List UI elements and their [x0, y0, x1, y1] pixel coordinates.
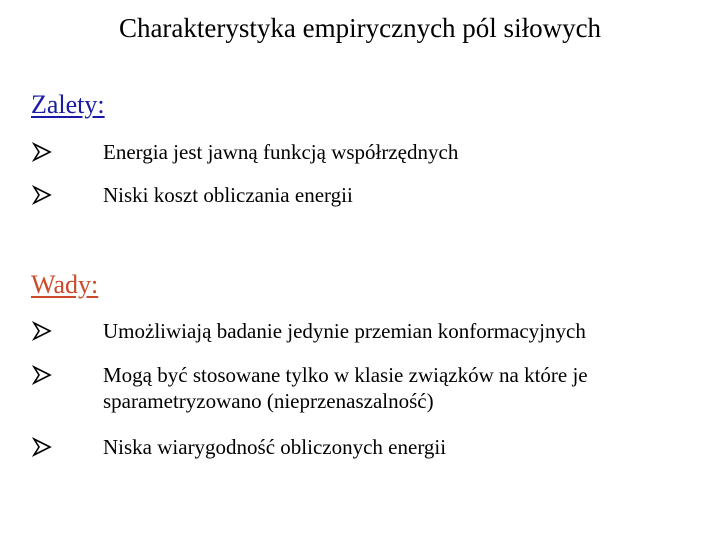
arrowhead-bullet-icon	[31, 139, 53, 165]
cons-item-text: Mogą być stosowane tylko w klasie związków na które je sparametryzowano (nieprzenaszalność)	[103, 363, 588, 413]
pros-item-text: Energia jest jawną funkcją współrzędnych	[103, 140, 459, 164]
slide-title: Charakterystyka empirycznych pól siłowych	[118, 13, 602, 43]
arrowhead-bullet-icon	[31, 318, 53, 344]
pros-heading: Zalety:	[31, 90, 105, 119]
arrowhead-bullet-icon	[31, 182, 53, 208]
cons-item-text: Umożliwiają badanie jedynie przemian konformacyjnych	[103, 319, 586, 343]
pros-item-text: Niski koszt obliczania energii	[103, 183, 353, 207]
cons-heading: Wady:	[31, 270, 99, 299]
arrowhead-bullet-icon	[31, 362, 53, 388]
arrowhead-bullet-icon	[31, 434, 53, 460]
cons-item-text: Niska wiarygodność obliczonych energii	[103, 435, 447, 459]
